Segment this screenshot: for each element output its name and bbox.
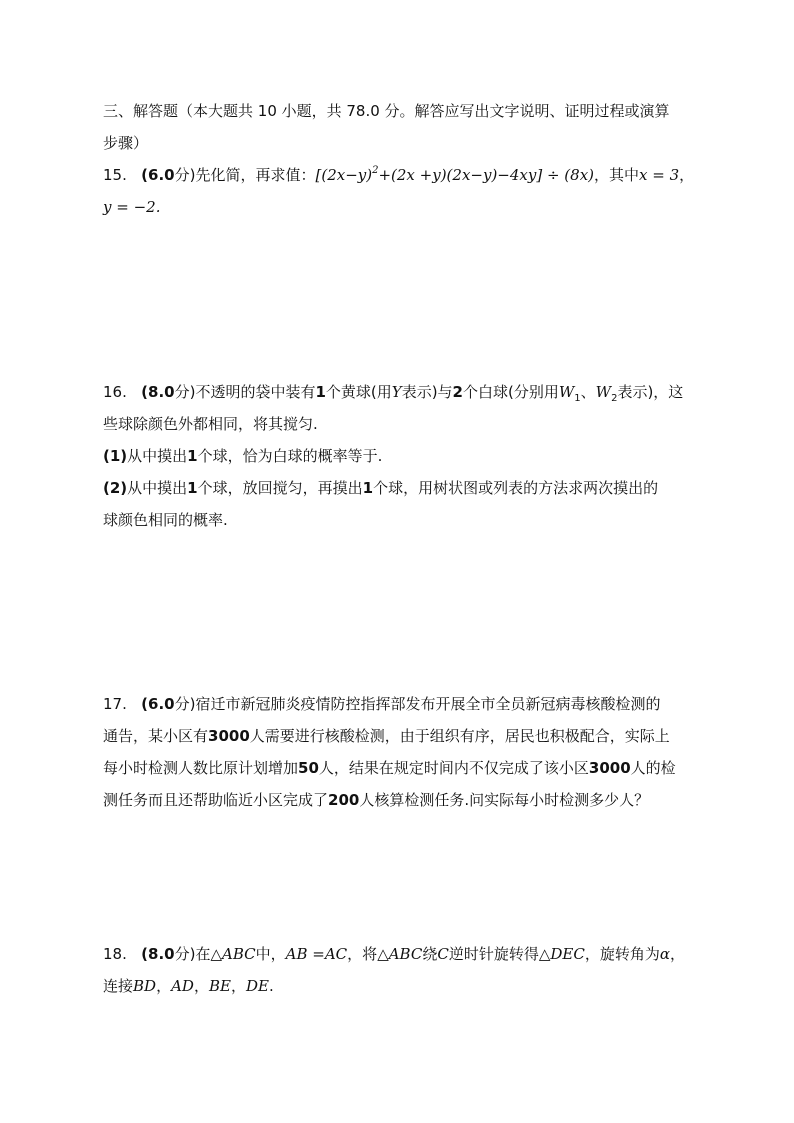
punctuation: ， xyxy=(193,977,209,995)
question-number: 15. xyxy=(103,166,127,184)
question-text: ，将 xyxy=(347,945,378,963)
math-segment: BD xyxy=(133,977,157,995)
math-triangle: △DEC xyxy=(538,945,585,963)
math-triangle: △ABC xyxy=(210,945,256,963)
question-score: (8.0 xyxy=(141,945,175,963)
math-segment: BE xyxy=(208,977,231,995)
question-score: (8.0 xyxy=(141,383,175,401)
math-y-value: y = −2. xyxy=(103,198,161,216)
punctuation: . xyxy=(268,977,274,995)
math-equation: AB =AC xyxy=(285,945,348,963)
math-subscript: 1 xyxy=(574,393,581,404)
punctuation: ， xyxy=(230,977,246,995)
question-text: 些球除颜色外都相同，将其搅匀. xyxy=(103,415,318,433)
math-superscript: 2 xyxy=(372,165,379,176)
math-expression: [(2x−y) xyxy=(315,166,373,184)
math-variable: W xyxy=(595,383,612,401)
question-score-unit: 分) xyxy=(174,945,196,963)
number: 1 xyxy=(362,479,374,497)
question-text: 人需要进行核酸检测，由于组织有序，居民也积极配合，实际上 xyxy=(249,727,670,745)
number: 50 xyxy=(298,759,319,777)
math-x-value: x = 3 xyxy=(639,166,680,184)
question-score-unit: 分) xyxy=(174,695,196,713)
math-variable: Y xyxy=(391,383,402,401)
question-text: 人，结果在规定时间内不仅完成了该小区 xyxy=(318,759,589,777)
math-segment: AD xyxy=(171,977,194,995)
punctuation: . xyxy=(377,447,383,465)
question-16-part-1 xyxy=(103,446,382,466)
question-text: 人核算检测任务.问实际每小时检测多少人？ xyxy=(359,791,650,809)
question-text: 个黄球(用 xyxy=(325,383,392,401)
math-expression-2: +(2x +y)(2x−y)−4xy] ÷ (8x) xyxy=(378,166,595,184)
number: 2 xyxy=(452,383,463,401)
question-text: 先化简，再求值： xyxy=(195,166,316,184)
question-16-line-2 xyxy=(103,414,318,434)
question-number: 17. xyxy=(103,695,127,713)
question-number: 16. xyxy=(103,383,127,401)
question-text: 个球，放回搅匀，再摸出 xyxy=(197,479,363,497)
question-text: 球颜色相同的概率. xyxy=(103,511,228,529)
question-text: 从中摸出 xyxy=(127,447,188,465)
question-text-2: ，其中 xyxy=(594,166,640,184)
question-score: (6.0 xyxy=(141,695,175,713)
number: 1 xyxy=(187,479,198,497)
part-number: (2) xyxy=(103,479,128,497)
question-15-line-1 xyxy=(103,165,694,188)
question-text: 宿迁市新冠肺炎疫情防控指挥部发布开展全市全员新冠病毒核酸检测的 xyxy=(195,695,661,713)
question-number: 18. xyxy=(103,945,127,963)
question-17-line-2 xyxy=(103,726,670,746)
math-variable: W xyxy=(558,383,575,401)
question-17-line-4 xyxy=(103,790,649,810)
question-text: 逆时针旋转得 xyxy=(448,945,539,963)
question-16-line-1 xyxy=(103,382,683,405)
section-heading-line-2 xyxy=(103,133,148,153)
question-18-line-2 xyxy=(103,976,274,996)
question-text: 表示)，这 xyxy=(617,383,684,401)
question-text: 通告，某小区有 xyxy=(103,727,209,745)
part-number: (1) xyxy=(103,447,128,465)
section-heading-text-2: 步骤） xyxy=(103,134,149,152)
question-16-part-2 xyxy=(103,478,658,498)
question-15-line-2 xyxy=(103,197,160,217)
math-segment: DE xyxy=(245,977,269,995)
math-triangle: △ABC xyxy=(377,945,423,963)
question-text: 连接 xyxy=(103,977,134,995)
punctuation: ， xyxy=(670,945,686,963)
question-text: 个白球(分别用 xyxy=(462,383,559,401)
math-subscript: 2 xyxy=(611,393,618,404)
question-17-line-3 xyxy=(103,758,676,778)
punctuation: ， xyxy=(679,166,695,184)
number: 200 xyxy=(328,791,360,809)
number: 3000 xyxy=(588,759,631,777)
question-16-part-2-line-2 xyxy=(103,510,228,530)
section-heading-text: 三、解答题（本大题共 10 小题，共 78.0 分。解答应写出文字说明、证明过程或演算 xyxy=(103,102,670,120)
question-18-line-1 xyxy=(103,944,685,964)
question-text: 在 xyxy=(195,945,211,963)
number: 1 xyxy=(187,447,198,465)
question-text: 每小时检测人数比原计划增加 xyxy=(103,759,299,777)
question-text: 人的检 xyxy=(630,759,676,777)
question-score-unit: 分) xyxy=(174,383,196,401)
section-heading-line-1 xyxy=(103,101,670,121)
math-variable: C xyxy=(437,945,449,963)
question-text: 从中摸出 xyxy=(127,479,188,497)
question-text: 表示)与 xyxy=(401,383,453,401)
question-score-unit: 分) xyxy=(174,166,196,184)
question-text: 测任务而且还帮助临近小区完成了 xyxy=(103,791,329,809)
question-17-line-1 xyxy=(103,694,660,714)
question-text: 个球，恰为白球的概率等于 xyxy=(197,447,378,465)
math-variable: α xyxy=(659,945,671,963)
question-text: ，旋转角为 xyxy=(584,945,660,963)
number: 1 xyxy=(315,383,326,401)
question-text: 中， xyxy=(255,945,286,963)
punctuation: ， xyxy=(156,977,172,995)
question-text: 不透明的袋中装有 xyxy=(195,383,316,401)
question-text: 个球，用树状图或列表的方法求两次摸出的 xyxy=(373,479,659,497)
number: 3000 xyxy=(208,727,250,745)
question-score: (6.0 xyxy=(141,166,175,184)
punctuation: 、 xyxy=(580,383,596,401)
question-text: 绕 xyxy=(422,945,438,963)
